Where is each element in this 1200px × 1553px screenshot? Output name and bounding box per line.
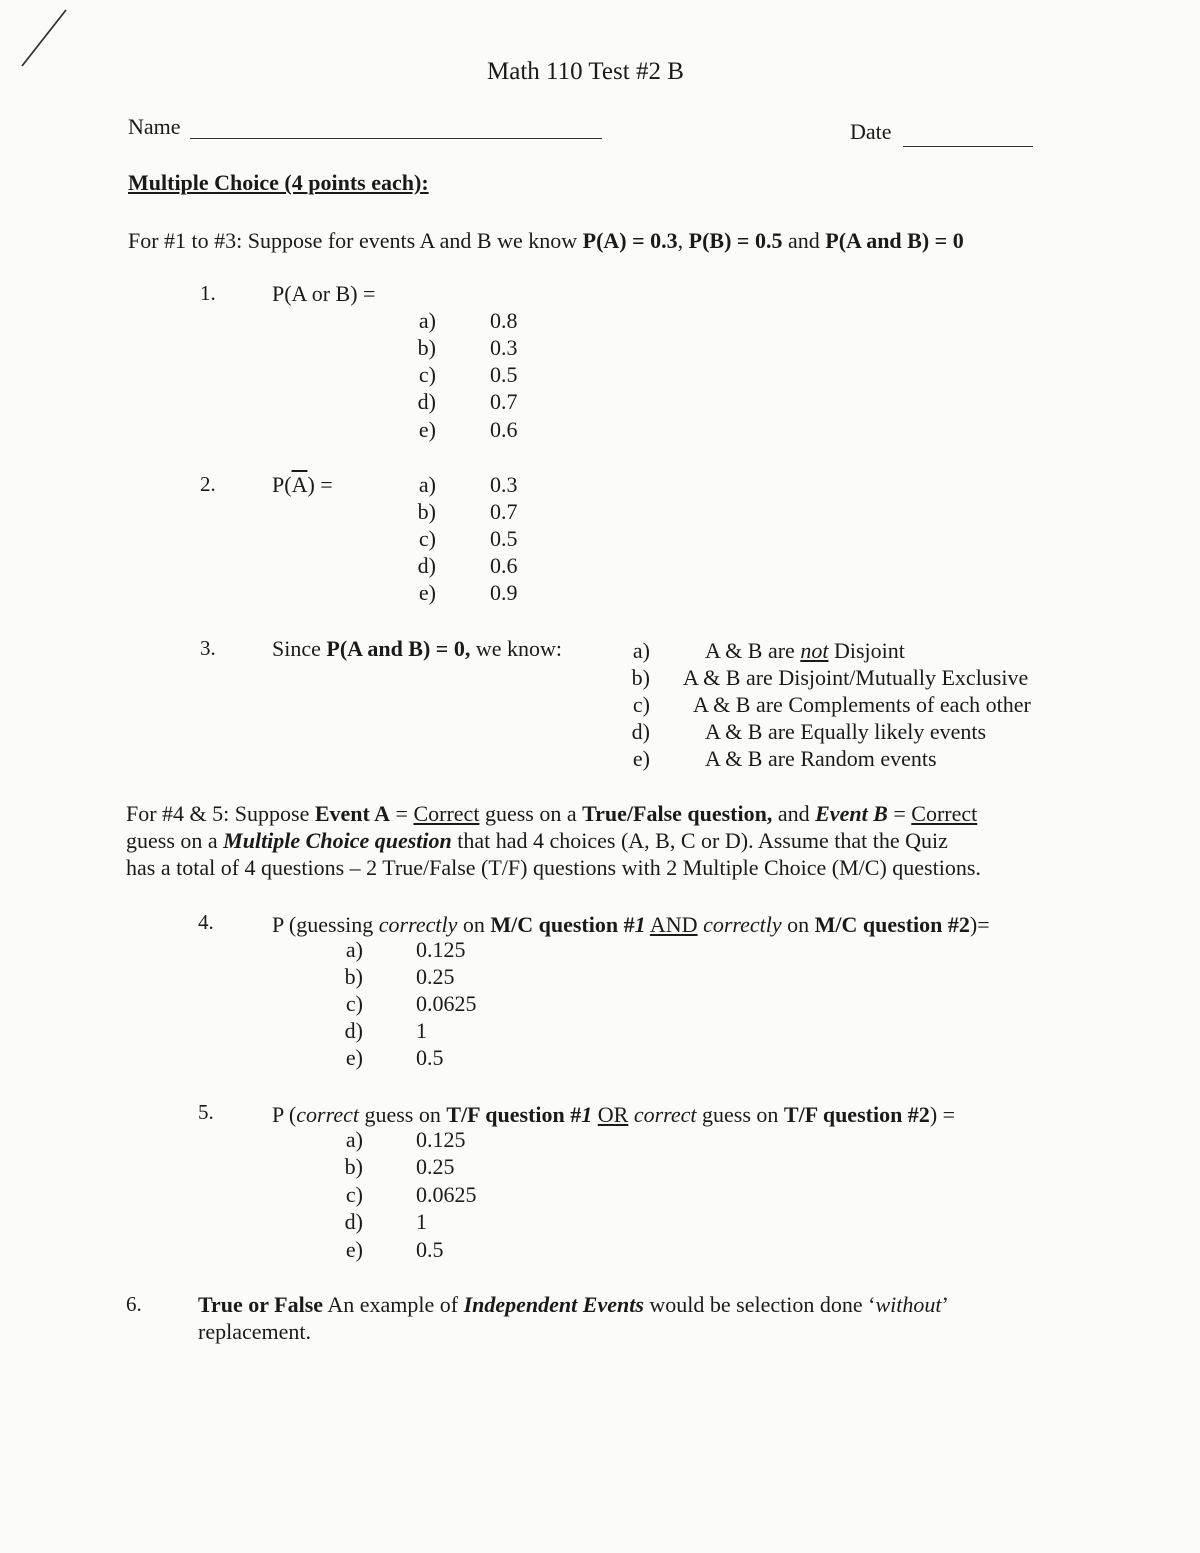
- option-letter: e): [345, 1237, 363, 1262]
- prob-a-and-b: P(A and B) = 0: [825, 228, 964, 253]
- prompt-text: on: [457, 912, 491, 937]
- question-number: 5.: [198, 1100, 214, 1124]
- option-letter: d): [344, 1018, 363, 1043]
- intro-text: =: [887, 801, 912, 826]
- option-text[interactable]: 0.3: [490, 335, 518, 360]
- option-text[interactable]: 0.5: [416, 1237, 444, 1262]
- option-part: A & B are: [705, 638, 801, 663]
- prompt-text: ) =: [929, 1102, 956, 1127]
- prompt-bold-italic: 1: [581, 1102, 593, 1127]
- event-a-label: Event A: [314, 801, 391, 826]
- prompt-bold-italic: Independent Events: [463, 1292, 644, 1317]
- question-prompt: [272, 912, 990, 938]
- option-text[interactable]: 0.6: [490, 417, 518, 442]
- intro-text: guess on a: [126, 828, 224, 853]
- option-text[interactable]: 0.5: [490, 526, 518, 551]
- prompt-bold: T/F question #2: [783, 1102, 930, 1127]
- option-text[interactable]: 0.6: [490, 553, 518, 578]
- prompt-text: P (: [272, 1102, 297, 1127]
- option-emphasis: not: [800, 638, 829, 663]
- option-text[interactable]: 1: [416, 1209, 427, 1234]
- prompt-text: An example of: [323, 1292, 464, 1317]
- prompt-italic: correct: [296, 1102, 359, 1127]
- event-b-label: Event B: [815, 801, 888, 826]
- prompt-italic: without: [875, 1292, 942, 1317]
- intro-sep: and: [782, 228, 826, 253]
- option-letter: c): [345, 991, 363, 1016]
- option-letter: e): [632, 746, 650, 771]
- prompt-text: Since: [272, 636, 327, 661]
- option-text[interactable]: A & B are Complements of each other: [693, 692, 1031, 717]
- prob-a: P(A) = 0.3: [582, 228, 678, 253]
- date-field-line[interactable]: [903, 146, 1033, 147]
- option-text[interactable]: 0.125: [416, 937, 466, 962]
- prompt-and-underlined: AND: [649, 912, 698, 937]
- option-letter: e): [345, 1045, 363, 1070]
- option-letter: d): [417, 553, 436, 578]
- prompt-italic: correctly: [378, 912, 458, 937]
- prompt-bold: M/C question #2: [814, 912, 970, 937]
- prompt-text: on: [781, 912, 815, 937]
- option-letter: b): [344, 1154, 363, 1179]
- question-prompt: [198, 1292, 949, 1318]
- option-letter: a): [345, 937, 363, 962]
- prompt-bold: T/F question #: [446, 1102, 582, 1127]
- option-letter: c): [418, 362, 436, 387]
- intro-text: =: [390, 801, 414, 826]
- section-heading: Multiple Choice (4 points each):: [128, 170, 429, 195]
- question-prompt: P(A or B) =: [272, 281, 376, 306]
- intro-text: For #4 & 5: Suppose: [126, 801, 315, 826]
- true-false-question-bold: True/False question,: [582, 801, 773, 826]
- true-or-false-label[interactable]: True or False: [198, 1292, 324, 1317]
- option-text[interactable]: A & B are Disjoint/Mutually Exclusive: [683, 665, 1029, 690]
- option-text[interactable]: 0.0625: [416, 1182, 477, 1207]
- pen-mark-icon: [18, 8, 70, 68]
- option-text[interactable]: 0.8: [490, 308, 518, 333]
- prompt-text: ) =: [307, 472, 333, 497]
- prompt-text: would be selection done ‘: [643, 1292, 876, 1317]
- option-text[interactable]: 0.125: [416, 1127, 466, 1152]
- correct-underlined: Correct: [911, 801, 978, 826]
- prompt-text: P (guessing: [272, 912, 379, 937]
- intro-line-3: has a total of 4 questions – 2 True/False (T/F) questions with 2 Multiple Choice (M/C) questions.: [126, 855, 981, 880]
- option-letter: d): [417, 389, 436, 414]
- prompt-text: guess on: [696, 1102, 784, 1127]
- option-text[interactable]: 0.7: [490, 389, 518, 414]
- option-letter: c): [632, 692, 650, 717]
- option-letter: a): [632, 638, 650, 663]
- name-field-line[interactable]: [190, 138, 602, 139]
- question-prompt-line-2: replacement.: [198, 1319, 311, 1344]
- page-title: Math 110 Test #2 B: [487, 58, 684, 85]
- intro-text: that had 4 choices (A, B, C or D). Assume that the Quiz: [451, 828, 948, 853]
- option-letter: e): [418, 580, 436, 605]
- option-text[interactable]: 0.5: [416, 1045, 444, 1070]
- correct-underlined: Correct: [413, 801, 480, 826]
- option-text[interactable]: A & B are Random events: [705, 746, 937, 771]
- option-letter: b): [344, 964, 363, 989]
- intro-text: For #1 to #3: Suppose for events A and B we know: [128, 228, 583, 253]
- option-letter: a): [418, 472, 436, 497]
- option-text[interactable]: 0.25: [416, 1154, 455, 1179]
- option-letter: b): [631, 665, 650, 690]
- prompt-italic: correct: [633, 1102, 697, 1127]
- intro-text: and: [772, 801, 816, 826]
- intro-line-2: [126, 827, 981, 854]
- prompt-or-underlined: OR: [597, 1102, 629, 1127]
- question-number: 4.: [198, 910, 214, 934]
- question-prompt: [272, 636, 562, 662]
- intro-text: guess on a: [479, 801, 583, 826]
- option-text[interactable]: 1: [416, 1018, 427, 1043]
- option-letter: d): [344, 1209, 363, 1234]
- question-number: 6.: [126, 1292, 142, 1316]
- prompt-text: we know:: [470, 636, 562, 661]
- date-label: Date: [850, 119, 892, 144]
- option-letter: b): [417, 499, 436, 524]
- multiple-choice-bold: Multiple Choice question: [223, 828, 452, 853]
- intro-sep: ,: [677, 228, 689, 253]
- option-text[interactable]: [705, 638, 905, 664]
- option-text[interactable]: 0.7: [490, 499, 518, 524]
- question-prompt: [272, 472, 333, 498]
- option-letter: d): [631, 719, 650, 744]
- question-number: 1.: [200, 281, 216, 305]
- option-text[interactable]: 0.3: [490, 472, 518, 497]
- name-label: Name: [128, 114, 181, 139]
- option-part: Disjoint: [828, 638, 905, 663]
- option-letter: c): [418, 526, 436, 551]
- prompt-text: ’: [941, 1292, 949, 1317]
- option-letter: a): [345, 1127, 363, 1152]
- option-text[interactable]: 0.5: [490, 362, 518, 387]
- option-letter: c): [345, 1182, 363, 1207]
- intro-line-1: [126, 800, 981, 827]
- prompt-bold: M/C question #: [490, 912, 635, 937]
- option-text[interactable]: A & B are Equally likely events: [705, 719, 987, 744]
- prompt-text: guess on: [358, 1102, 447, 1127]
- option-text[interactable]: 0.0625: [416, 991, 477, 1016]
- option-letter: e): [418, 417, 436, 442]
- intro-questions-4-5: [126, 800, 981, 881]
- prompt-text: P(: [272, 472, 292, 497]
- question-prompt: [272, 1102, 955, 1128]
- option-text[interactable]: 0.9: [490, 580, 518, 605]
- complement-a: $\overline{A}$: [291, 472, 308, 497]
- intro-questions-1-3: [128, 228, 964, 254]
- option-letter: a): [418, 308, 436, 333]
- question-number: 3.: [200, 636, 216, 660]
- option-letter: b): [417, 335, 436, 360]
- prompt-italic: correctly: [703, 912, 782, 937]
- question-number: 2.: [200, 472, 216, 496]
- prob-b: P(B) = 0.5: [688, 228, 783, 253]
- prompt-text: )=: [969, 912, 990, 937]
- option-text[interactable]: 0.25: [416, 964, 455, 989]
- prompt-bold-italic: 1: [634, 912, 646, 937]
- prompt-bold: P(A and B) = 0,: [326, 636, 471, 661]
